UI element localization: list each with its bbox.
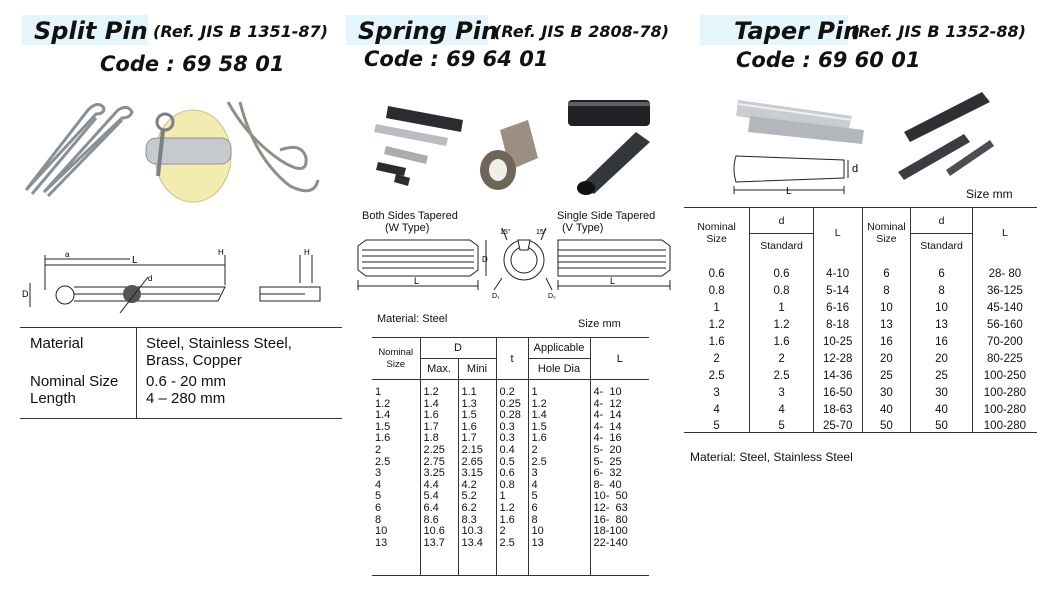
length-cell: 16-50: [813, 382, 862, 399]
d-standard-cell: 1.6: [750, 331, 814, 348]
d-standard-cell: 5: [750, 416, 814, 433]
spring-d1-label: D₁: [492, 293, 500, 300]
nominal-cell: 16: [862, 331, 911, 348]
spec-length-label: Length: [30, 390, 76, 407]
split-pin-photos: [18, 98, 338, 203]
length-cell: 36-125: [972, 280, 1037, 297]
col-max: 1.2 1.4 1.6 1.7 1.8 2.25 2.75 3.25 4.4 5.4 6.4 8.6 10.6 13.7: [420, 380, 458, 576]
col-nominal: 1 1.2 1.4 1.5 1.6 2 2.5 3 4 5 6 8 10 13: [375, 386, 391, 549]
nominal-cell: 4: [713, 403, 720, 416]
taper-pin-pair-image: [736, 100, 864, 144]
nominal-cell: 1.2: [708, 318, 725, 331]
hdr-nominal: Nominal Size: [372, 338, 420, 380]
clevis-washer-image: [146, 110, 231, 202]
table-row: [684, 399, 1037, 416]
table-row: [684, 297, 1037, 314]
table-row: [684, 348, 1037, 365]
spring-D-label: D: [482, 255, 488, 264]
table-row: [684, 382, 1037, 399]
hdr-L: L: [590, 338, 649, 380]
table-row: [684, 365, 1037, 382]
taper-hdr-L1: L: [813, 208, 862, 258]
spec-material-value2: Brass, Copper: [146, 352, 242, 369]
length-cell: 45-140: [972, 297, 1037, 314]
d-standard-cell: 3: [750, 382, 814, 399]
nominal-cell: 13: [862, 314, 911, 331]
spring-angle1-label: 15°: [500, 229, 511, 236]
col-L: 4- 10 4- 12 4- 14 4- 14 4- 16 5- 20 5- 25 6- 32 8- 40 10- 50 12- 63 16- 80 18-100 22-140: [590, 380, 649, 576]
d-standard-cell: 13: [911, 314, 972, 331]
d-standard-cell: 20: [911, 348, 972, 365]
split-pin-spec-bottom-rule: [20, 418, 342, 419]
spring-right-caption1: Single Side Tapered: [557, 210, 656, 222]
r-clip-image: [228, 102, 318, 191]
dim-H-label: H: [218, 248, 224, 257]
d-standard-cell: 6: [911, 258, 972, 280]
length-cell: 12-28: [813, 348, 862, 365]
spring-L-left-label: L: [414, 276, 420, 286]
nominal-cell: 2.5: [708, 369, 725, 382]
d-standard-cell: 16: [911, 331, 972, 348]
taper-hdr-standard1: Standard: [750, 234, 814, 258]
nominal-cell: 0.8: [708, 284, 725, 297]
split-pin-spec-divider: [136, 327, 137, 418]
taper-pin-rows: [684, 258, 1037, 433]
spec-nominal-label: Nominal Size: [30, 373, 119, 390]
dim-a-label: a: [65, 250, 70, 259]
nominal-cell: 1.6: [708, 335, 725, 348]
length-cell: 8-18: [813, 314, 862, 331]
d-standard-cell: 8: [911, 280, 972, 297]
spring-pin-code: Code : 69 64 01: [364, 47, 549, 71]
spec-length-value: 4 – 280 mm: [146, 390, 226, 407]
split-pin-ref: (Ref. JIS B 1351-87): [153, 22, 328, 41]
nominal-cell: 1: [713, 301, 720, 314]
spring-material: Material: Steel: [377, 313, 448, 325]
length-cell: 4-10: [813, 258, 862, 280]
d-standard-cell: 4: [750, 399, 814, 416]
spring-pin-set-image: [374, 106, 463, 186]
nominal-cell: 25: [862, 365, 911, 382]
taper-pin-title: Taper Pin: [734, 17, 861, 45]
dim-L-label: L: [132, 255, 138, 266]
nominal-cell: 0.6: [708, 267, 725, 280]
spring-pin-table: [372, 337, 649, 576]
length-cell: 5-14: [813, 280, 862, 297]
d-standard-cell: 2.5: [750, 365, 814, 382]
dim-D-label: D: [22, 289, 29, 299]
hdr-mini: Mini: [458, 359, 496, 380]
hdr-max: Max.: [420, 359, 458, 380]
hdr-hole: Hole Dia: [528, 359, 590, 380]
spring-angle2-label: 15°: [536, 229, 547, 236]
col-t: 0.2 0.25 0.28 0.3 0.3 0.4 0.5 0.6 0.8 1 1.2 1.6 2 2.5: [496, 380, 528, 576]
hdr-t: t: [496, 338, 528, 380]
table-row: [684, 280, 1037, 297]
d-standard-cell: 40: [911, 399, 972, 416]
taper-hdr-nominal2: Nominal Size: [862, 208, 911, 258]
dim-H2-label: H: [304, 248, 310, 257]
dim-d-label: d: [148, 274, 153, 283]
length-cell: 6-16: [813, 297, 862, 314]
d-standard-cell: 30: [911, 382, 972, 399]
d-standard-cell: 50: [911, 416, 972, 433]
spring-pin-ref: (Ref. JIS B 2808-78): [494, 22, 669, 41]
length-cell: 100-250: [972, 365, 1037, 382]
table-row: [684, 331, 1037, 348]
taper-pin-ref: (Ref. JIS B 1352-88): [851, 22, 1026, 41]
spring-left-caption2: (W Type): [385, 222, 430, 234]
nominal-cell: 10: [862, 297, 911, 314]
taper-pin-photos: [724, 88, 1004, 198]
spring-pin-photos: [368, 90, 668, 200]
taper-d-label: d: [852, 163, 859, 175]
length-cell: 70-200: [972, 331, 1037, 348]
d-standard-cell: 2: [750, 348, 814, 365]
split-pin-title: Split Pin: [34, 17, 148, 45]
taper-hdr-d1: d: [750, 208, 814, 234]
taper-hdr-L2: L: [972, 208, 1037, 258]
d-standard-cell: 1.2: [750, 314, 814, 331]
split-pin-spec-top-rule: [20, 327, 342, 328]
spring-size-unit: Size mm: [578, 318, 621, 330]
d-standard-cell: 1: [750, 297, 814, 314]
spec-material-value1: Steel, Stainless Steel,: [146, 335, 292, 352]
spring-right-caption2: (V Type): [562, 222, 604, 234]
taper-hdr-d2: d: [911, 208, 972, 234]
spring-pin-title: Spring Pin: [358, 17, 499, 45]
taper-hdr-nominal1: Nominal Size: [697, 220, 736, 245]
length-cell: 100-280: [972, 399, 1037, 416]
length-cell: 18-63: [813, 399, 862, 416]
d-standard-cell: 0.8: [750, 280, 814, 297]
hdr-D: D: [420, 338, 496, 359]
table-row: [684, 258, 1037, 280]
table-row: [684, 416, 1037, 433]
taper-size-unit: Size mm: [966, 187, 1013, 201]
nominal-cell: 8: [862, 280, 911, 297]
length-cell: 56-160: [972, 314, 1037, 331]
table-row: [684, 314, 1037, 331]
spring-d2-label: D₂: [548, 293, 556, 300]
length-cell: 10-25: [813, 331, 862, 348]
taper-material: Material: Steel, Stainless Steel: [690, 450, 853, 464]
col-mini: 1.1 1.3 1.5 1.6 1.7 2.15 2.65 3.15 4.2 5.2 6.2 8.3 10.3 13.4: [458, 380, 496, 576]
nominal-cell: 3: [713, 386, 720, 399]
length-cell: 80-225: [972, 348, 1037, 365]
nominal-cell: 2: [713, 352, 720, 365]
split-pin-diagram: [20, 245, 340, 320]
taper-pin-code: Code : 69 60 01: [736, 48, 921, 72]
hdr-applicable: Applicable: [528, 338, 590, 359]
length-cell: 100-280: [972, 382, 1037, 399]
nominal-cell: 50: [862, 416, 911, 433]
split-pin-code: Code : 69 58 01: [100, 52, 285, 76]
nominal-cell: 6: [862, 258, 911, 280]
length-cell: 25-70: [813, 416, 862, 433]
nominal-cell: 20: [862, 348, 911, 365]
length-cell: 28- 80: [972, 258, 1037, 280]
spec-nominal-value: 0.6 - 20 mm: [146, 373, 227, 390]
d-standard-cell: 0.6: [750, 258, 814, 280]
length-cell: 14-36: [813, 365, 862, 382]
taper-L-label: L: [786, 186, 792, 197]
taper-pin-set-image: [898, 92, 994, 180]
spring-pin-dark-image: [568, 100, 650, 195]
d-standard-cell: 25: [911, 365, 972, 382]
spring-pin-end-image: [480, 120, 538, 190]
nominal-cell: 5: [713, 420, 720, 432]
length-cell: 100-280: [972, 416, 1037, 433]
nominal-cell: 30: [862, 382, 911, 399]
taper-pin-table: [684, 207, 1037, 433]
spring-pin-diagram: [352, 222, 676, 302]
spring-L-right-label: L: [610, 276, 616, 286]
cotter-pin-image: [26, 104, 132, 196]
col-hole: 1 1.2 1.4 1.5 1.6 2 2.5 3 4 5 6 8 10 13: [528, 380, 590, 576]
nominal-cell: 40: [862, 399, 911, 416]
spring-left-caption1: Both Sides Tapered: [362, 210, 458, 222]
taper-hdr-standard2: Standard: [911, 234, 972, 258]
spec-material-label: Material: [30, 335, 84, 352]
d-standard-cell: 10: [911, 297, 972, 314]
